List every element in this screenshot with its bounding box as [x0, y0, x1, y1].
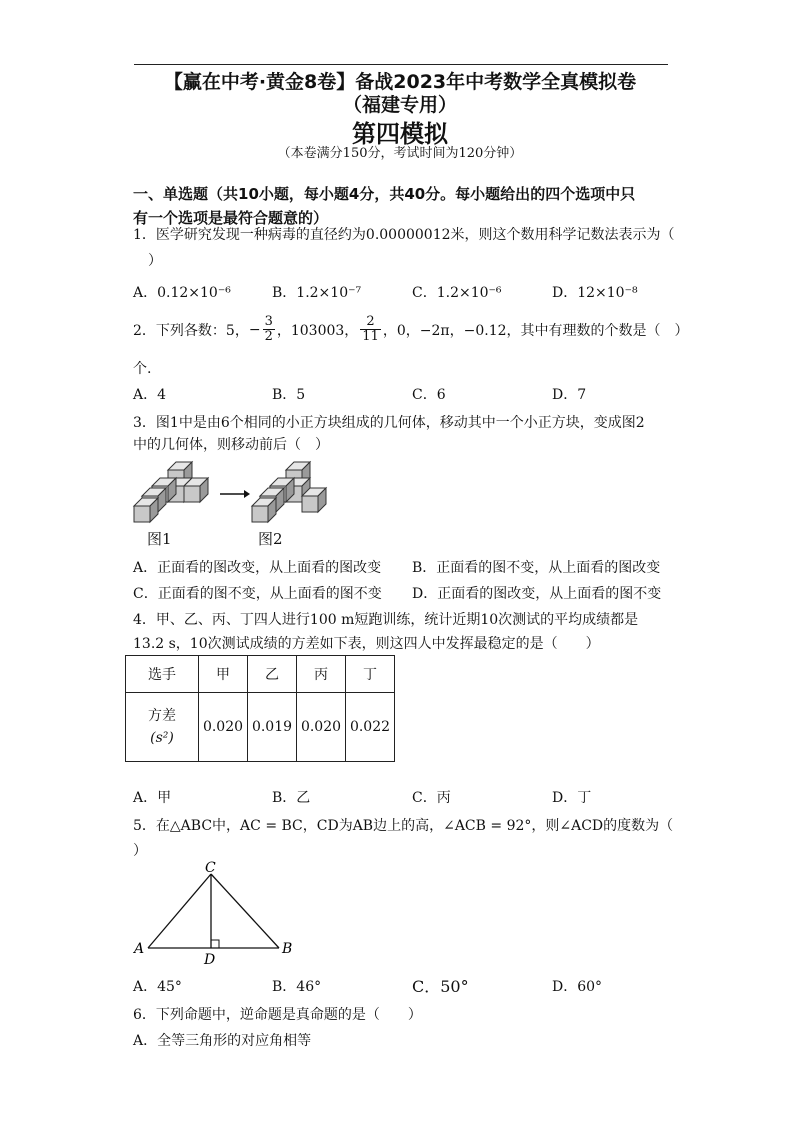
q1-option-c[interactable]: C．1.2×10⁻⁶ [412, 285, 502, 301]
variance-symbol: (s²) [150, 730, 174, 746]
q4-option-c[interactable]: C．丙 [412, 790, 451, 806]
q2-stem-mid1: ，103003， [276, 322, 359, 339]
table-cell: 0.019 [248, 693, 297, 762]
table-row [126, 693, 395, 762]
q3-figure-2 [252, 462, 326, 522]
page-title-region: （福建专用） [342, 94, 457, 116]
q1-stem: 1．医学研究发现一种病毒的直径约为0.00000012米，则这个数用科学记数法表示为（ [133, 227, 675, 243]
section-heading-line2: 有一个选项是最符合题意的） [133, 209, 329, 227]
q2-stem-mid3: −2π，−0.12，其中有理数的个数是（ ） [419, 322, 689, 339]
table-header-cell: 乙 [248, 656, 297, 693]
right-angle-mark [211, 940, 219, 948]
table-header-cell: 丙 [297, 656, 346, 693]
q3-option-c[interactable]: C．正面看的图不变，从上面看的图不变 [133, 586, 382, 602]
variance-label: 方差 [148, 708, 176, 724]
q4-option-a[interactable]: A．甲 [133, 790, 172, 806]
page-title: 【赢在中考·黄金8卷】备战2023年中考数学全真模拟卷 [163, 71, 637, 93]
q2-fraction-1 [263, 315, 275, 344]
table-header-cell: 丁 [346, 656, 395, 693]
vertex-label-a: A [134, 941, 145, 957]
q2-frac2-denominator: 11 [362, 329, 379, 344]
table-cell: 0.020 [199, 693, 248, 762]
q5-stem: 5．在△ABC中，AC = BC，CD为AB边上的高，∠ACB = 92°，则∠ACD的度数为（ [133, 818, 674, 834]
q2-option-c[interactable]: C．6 [412, 387, 446, 403]
page-subtitle: （本卷满分150分，考试时间为120分钟） [277, 146, 523, 161]
q5-option-b[interactable]: B．46° [272, 979, 322, 995]
q3-stem-cont: 中的几何体，则移动前后（ ） [133, 437, 329, 453]
table-header-cell: 甲 [199, 656, 248, 693]
q2-option-b[interactable]: B．5 [272, 387, 306, 403]
q4-stem: 4．甲、乙、丙、丁四人进行100 m短跑训练，统计近期10次测试的平均成绩都是 [133, 612, 639, 628]
q3-stem: 3．图1中是由6个相同的小正方块组成的几何体，移动其中一个小正方块，变成图2 [133, 415, 645, 431]
page-title-mock-number: 第四模拟 [352, 120, 448, 148]
q4-option-b[interactable]: B．乙 [272, 790, 311, 806]
q3-figure-2-label: 图2 [258, 530, 283, 548]
q5-triangle-figure [130, 860, 300, 970]
q1-option-d[interactable]: D．12×10⁻⁸ [552, 285, 638, 301]
q4-stem-cont: 13.2 s，10次测试成绩的方差如下表，则这四人中发挥最稳定的是（ ） [133, 636, 600, 652]
q2-stem [133, 315, 689, 344]
q2-fraction-2 [360, 315, 381, 344]
q3-figure-1 [134, 462, 208, 522]
q2-frac1-denominator: 2 [264, 329, 273, 344]
q3-figure-1-label: 图1 [147, 530, 172, 548]
q2-stem-cont: 个. [133, 361, 152, 377]
q5-option-a[interactable]: A．45° [133, 979, 182, 995]
q5-stem-cont: ） [133, 843, 147, 859]
q3-cube-figures [128, 458, 348, 528]
q4-variance-table [125, 655, 395, 762]
vertex-label-d: D [204, 952, 216, 968]
q2-option-a[interactable]: A．4 [133, 387, 167, 403]
q5-option-d[interactable]: D．60° [552, 979, 603, 995]
q1-option-a[interactable]: A．0.12×10⁻⁶ [133, 285, 231, 301]
q3-option-a[interactable]: A．正面看的图改变，从上面看的图改变 [133, 560, 382, 576]
q2-option-d[interactable]: D．7 [552, 387, 587, 403]
q2-frac2-numerator: 2 [360, 315, 381, 330]
q4-option-d[interactable]: D．丁 [552, 790, 592, 806]
triangle-side-ac [148, 874, 211, 948]
q2-stem-prefix: 2．下列各数：5， [133, 322, 249, 339]
q3-option-d[interactable]: D．正面看的图改变，从上面看的图不变 [412, 586, 662, 602]
q2-frac1-sign: − [248, 321, 261, 338]
table-cell: 0.022 [346, 693, 395, 762]
header-rule [134, 64, 668, 65]
q6-option-a[interactable]: A．全等三角形的对应角相等 [133, 1033, 312, 1049]
table-cell: 0.020 [297, 693, 346, 762]
section-heading-line1: 一、单选题（共10小题，每小题4分，共40分。每小题给出的四个选项中只 [133, 185, 636, 203]
q6-stem: 6．下列命题中，逆命题是真命题的是（ ） [133, 1007, 422, 1023]
q2-frac1-numerator: 3 [264, 314, 273, 329]
table-row [126, 656, 395, 693]
q5-option-c[interactable]: C．50° [412, 977, 469, 996]
table-header-cell: 选手 [126, 656, 199, 693]
vertex-label-b: B [282, 941, 293, 957]
table-row-label-cell [126, 693, 199, 762]
q2-stem-mid2: ，0， [382, 322, 420, 339]
vertex-label-c: C [205, 860, 216, 876]
triangle-side-bc [211, 874, 279, 948]
q3-option-b[interactable]: B．正面看的图不变，从上面看的图改变 [412, 560, 661, 576]
q1-option-b[interactable]: B．1.2×10⁻⁷ [272, 285, 362, 301]
arrow-right-icon [220, 490, 250, 498]
q1-stem-cont: ） [148, 253, 162, 269]
